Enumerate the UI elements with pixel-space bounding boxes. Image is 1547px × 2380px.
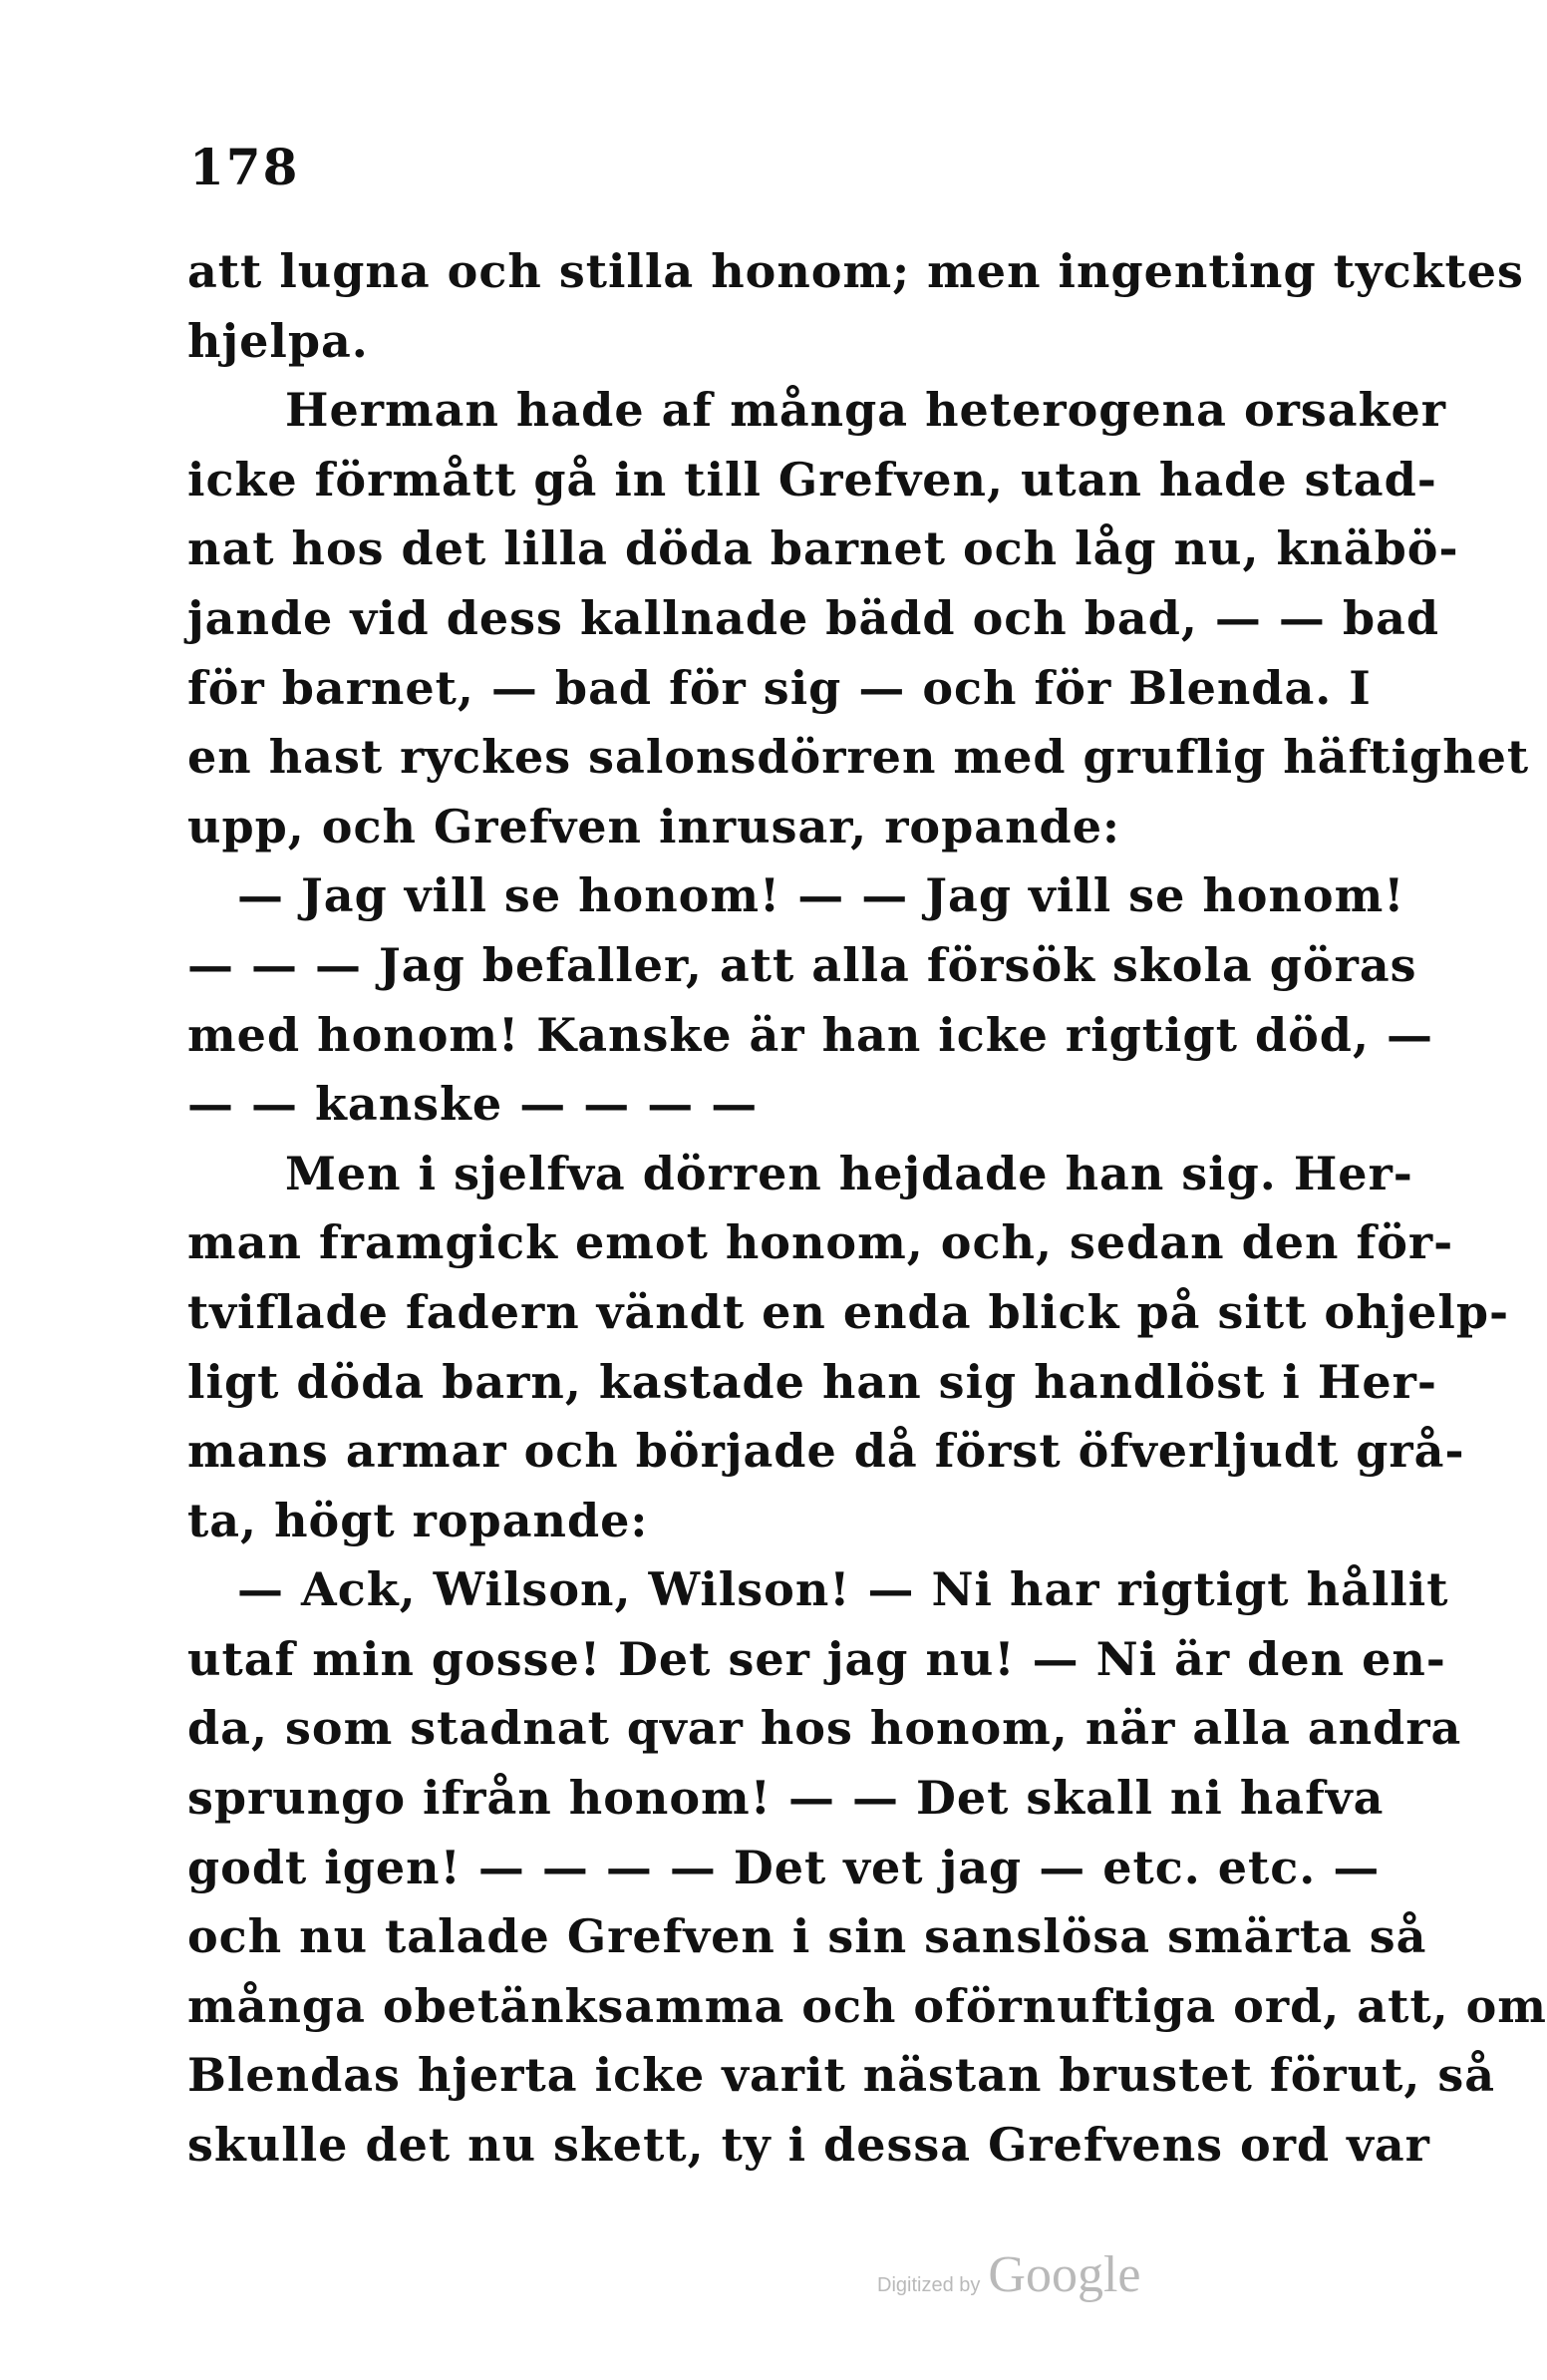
text-line: nat hos det lilla döda barnet och låg nu, knäbö- — [187, 521, 1459, 576]
text-line: icke förmått gå in till Grefven, utan hade stad- — [187, 452, 1437, 507]
page-number: 178 — [189, 138, 300, 196]
text-line: man framgick emot honom, och, sedan den för- — [187, 1215, 1454, 1270]
text-line: många obetänksamma och oförnuftiga ord, att, om — [187, 1978, 1547, 2033]
google-logo-text: Google — [988, 2246, 1141, 2303]
text-line: och nu talade Grefven i sin sanslösa smärta så — [187, 1909, 1427, 1964]
google-watermark — [877, 2245, 1140, 2305]
text-line: skulle det nu skett, ty i dessa Grefvens ord var — [187, 2118, 1430, 2173]
text-line: — — — Jag befaller, att alla försök skola göras — [187, 937, 1417, 992]
text-line: med honom! Kanske är han icke rigtigt död, — — [187, 1007, 1433, 1062]
text-line: tviflade fadern vändt en enda blick på sitt ohjelp- — [187, 1284, 1510, 1339]
text-line: jande vid dess kallnade bädd och bad, — — bad — [187, 590, 1440, 645]
text-line: — — kanske — — — — — [187, 1077, 759, 1132]
body-text — [187, 237, 1547, 2181]
text-line: Herman hade af många heterogena orsaker — [285, 383, 1446, 438]
text-line: godt igen! — — — — Det vet jag — etc. etc. — — [187, 1840, 1381, 1894]
text-line: för barnet, — bad för sig — och för Blenda. I — [187, 660, 1372, 715]
text-line: — Jag vill se honom! — — Jag vill se honom! — [237, 868, 1405, 923]
text-line: — Ack, Wilson, Wilson! — Ni har rigtigt hållit — [237, 1562, 1449, 1617]
text-line: upp, och Grefven inrusar, ropande: — [187, 799, 1120, 853]
text-line: hjelpa. — [187, 313, 369, 368]
text-line: sprungo ifrån honom! — — Det skall ni hafva — [187, 1771, 1385, 1826]
text-line: da, som stadnat qvar hos honom, när alla andra — [187, 1701, 1462, 1756]
text-line: ta, högt ropande: — [187, 1493, 649, 1547]
text-line: en hast ryckes salonsdörren med gruflig häftighet — [187, 730, 1530, 785]
text-line: Blendas hjerta icke varit nästan brustet förut, så — [187, 2048, 1496, 2103]
text-line: utaf min gosse! Det ser jag nu! — Ni är den en- — [187, 1631, 1446, 1686]
text-line: att lugna och stilla honom; men ingenting tycktes — [187, 244, 1524, 298]
text-line: ligt döda barn, kastade han sig handlöst i Her- — [187, 1354, 1437, 1409]
text-line: Men i sjelfva dörren hejdade han sig. Her- — [285, 1146, 1413, 1200]
watermark-prefix: Digitized by — [877, 2274, 981, 2296]
text-line: mans armar och började då först öfverljudt grå- — [187, 1424, 1465, 1479]
